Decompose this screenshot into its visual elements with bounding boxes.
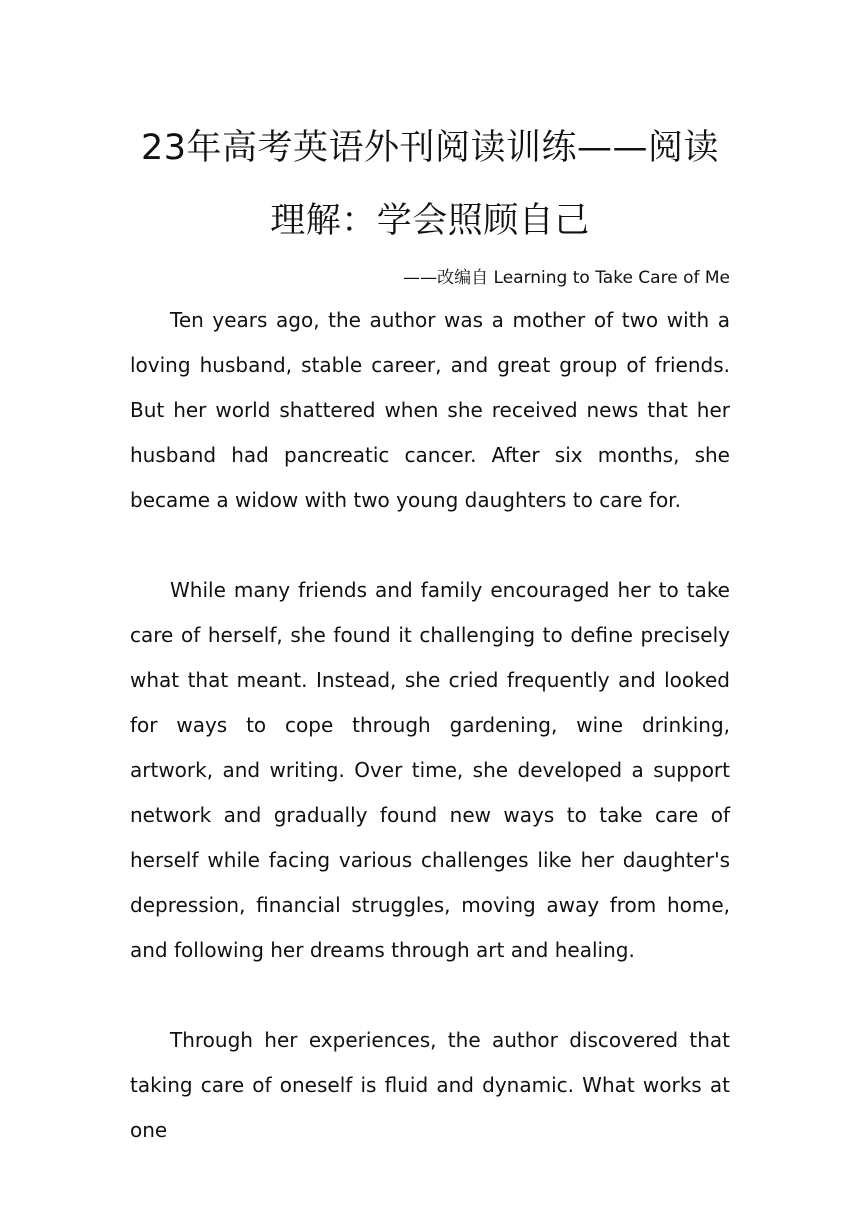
paragraph-1: Ten years ago, the author was a mother of two with a loving husband, stable career, and great group of friends. But her world shattered when she received news that her husband had pancreatic cancer. After six months, she became a widow with two young daughters to care for. [130, 308, 730, 512]
document-title: 23年高考英语外刊阅读训练——阅读理解：学会照顾自己 [140, 128, 720, 241]
document-subtitle: ——改编自 Learning to Take Care of Me [403, 268, 730, 288]
document-page [130, 112, 730, 1153]
paragraph-spacer [130, 523, 730, 568]
paragraph-2: While many friends and family encouraged her to take care of herself, she found it challenging to define precisely what that meant. Instead, she cried frequently and looked for ways to cope through gardening, wine drinking, artwork, and writing. Over time, she developed a support network and gradually found new ways to take care of herself while facing various challenges like her daughter's depression, financial struggles, moving away from home, and following her dreams through art and healing. [130, 578, 730, 962]
paragraph-3: Through her experiences, the author discovered that taking care of oneself is fluid and dynamic. What works at one [130, 1028, 730, 1142]
paragraph-spacer [130, 973, 730, 1018]
